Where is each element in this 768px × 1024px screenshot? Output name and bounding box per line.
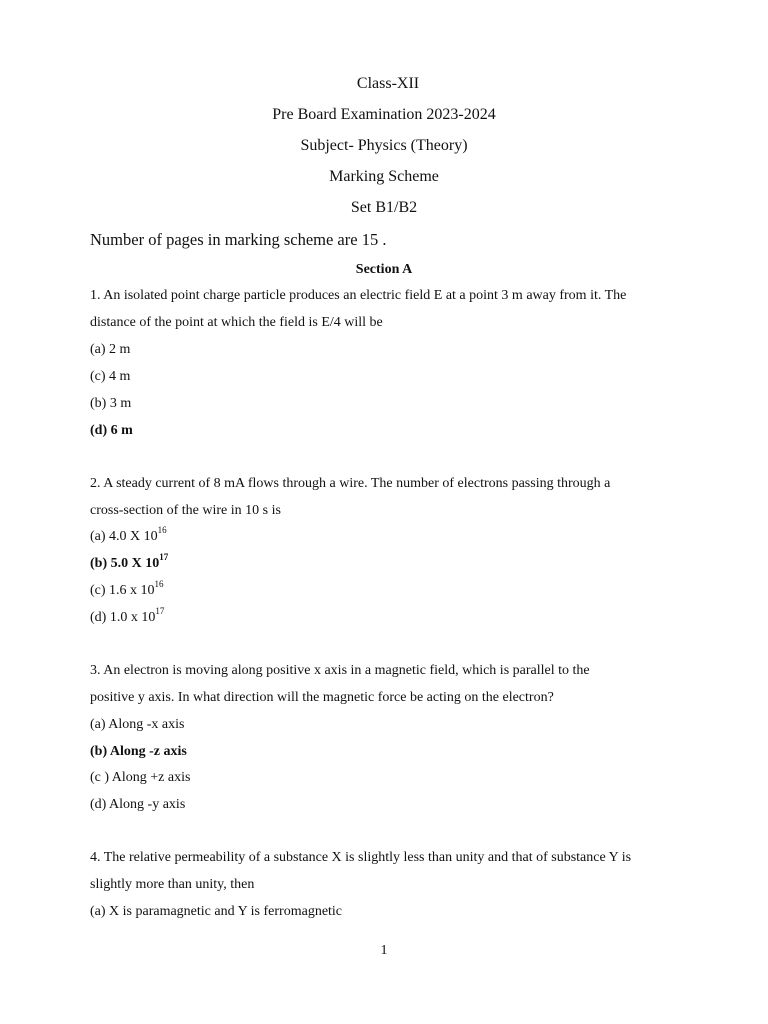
subject-heading: Subject- Physics (Theory) — [300, 137, 468, 154]
question-1-line-2: distance of the point at which the field is E/4 will be — [90, 315, 383, 330]
option-exponent: 17 — [155, 606, 165, 617]
question-2-line-2: cross-section of the wire in 10 s is — [90, 503, 281, 518]
question-3-option-a: (a) Along -x axis — [90, 717, 185, 732]
question-4-line-1: 4. The relative permeability of a substance X is slightly less than unity and that of substance Y is — [90, 850, 632, 865]
section-title: Section A — [355, 262, 413, 277]
question-1-option-d-correct: (d) 6 m — [90, 423, 133, 438]
option-base: (b) 5.0 X 10 — [90, 556, 160, 571]
option-exponent: 16 — [157, 525, 167, 536]
scheme-heading: Marking Scheme — [329, 168, 439, 185]
option-base: (a) 4.0 X 10 — [90, 529, 158, 544]
option-base: (c) 1.6 x 10 — [90, 583, 155, 598]
option-exponent: 17 — [159, 552, 169, 563]
question-3-option-b-correct: (b) Along -z axis — [90, 744, 187, 759]
question-1-line-1: 1. An isolated point charge particle produces an electric field E at a point 3 m away from it. The — [90, 288, 627, 303]
class-heading: Class-XII — [356, 75, 420, 92]
option-base: (d) 1.0 x 10 — [90, 610, 156, 625]
question-4-option-a: (a) X is paramagnetic and Y is ferromagnetic — [90, 904, 343, 919]
option-exponent: 16 — [154, 579, 164, 590]
question-3-line-2: positive y axis. In what direction will the magnetic force be acting on the electron? — [90, 690, 554, 705]
question-3-option-d: (d) Along -y axis — [90, 797, 186, 812]
exam-heading: Pre Board Examination 2023-2024 — [272, 106, 496, 123]
question-2-option-d — [90, 606, 690, 627]
pages-info: Number of pages in marking scheme are 15 . — [90, 230, 387, 249]
question-2-option-c — [90, 579, 690, 600]
question-2-option-b-correct — [90, 552, 690, 573]
question-1-option-b: (b) 3 m — [90, 396, 132, 411]
question-3-line-1: 3. An electron is moving along positive x axis in a magnetic field, which is parallel to the — [90, 663, 590, 678]
question-4-line-2: slightly more than unity, then — [90, 877, 255, 892]
question-3-option-c: (c ) Along +z axis — [90, 770, 191, 785]
set-heading: Set B1/B2 — [350, 199, 418, 216]
question-2-option-a — [90, 525, 690, 546]
page-number: 1 — [380, 943, 388, 958]
question-1-option-c: (c) 4 m — [90, 369, 131, 384]
question-1-option-a: (a) 2 m — [90, 342, 131, 357]
question-2-line-1: 2. A steady current of 8 mA flows through a wire. The number of electrons passing through a — [90, 476, 611, 491]
